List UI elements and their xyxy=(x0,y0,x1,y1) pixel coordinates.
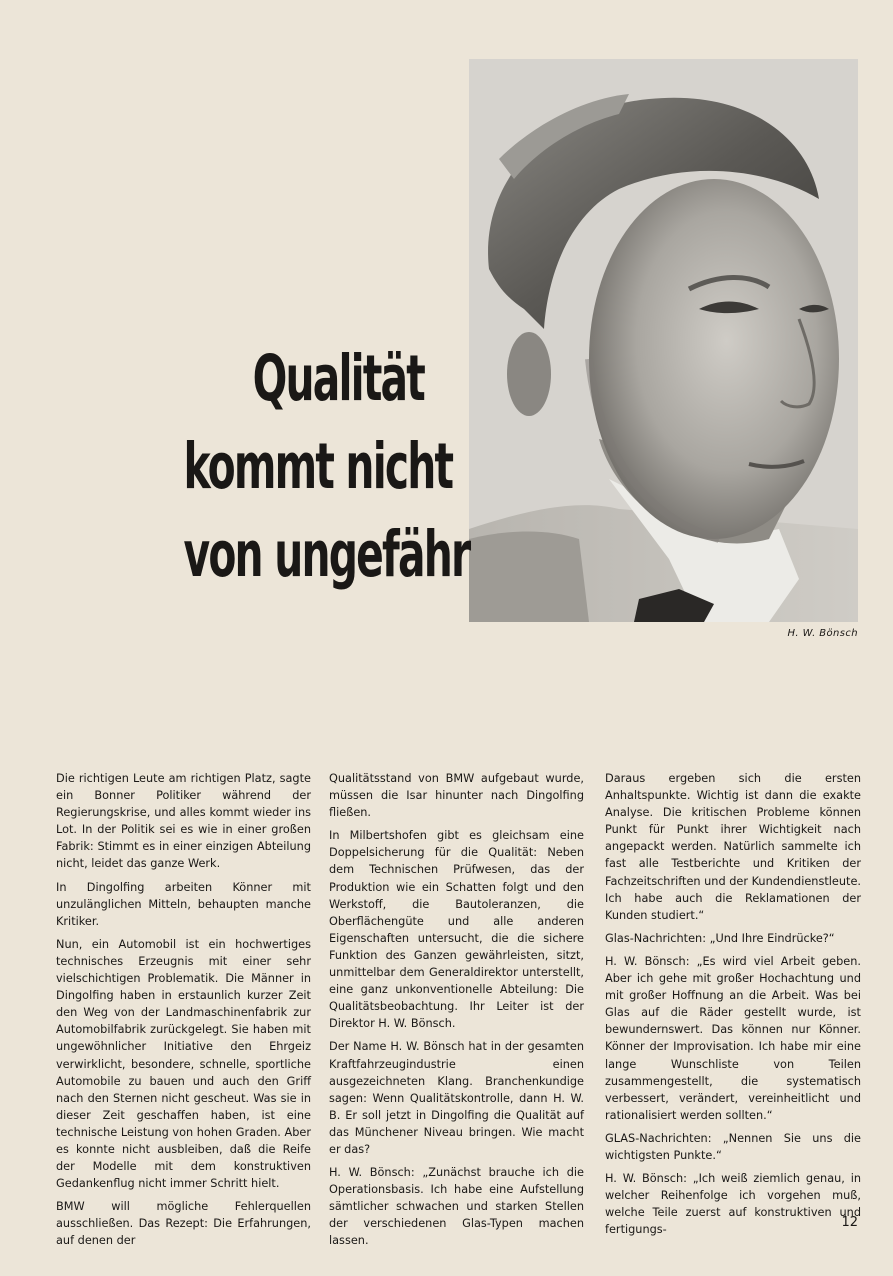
article-column-3 xyxy=(605,770,861,1244)
paragraph: Glas-Nachrichten: „Und Ihre Eindrücke?“ xyxy=(605,931,835,945)
paragraph: H. W. Bönsch: „Ich weiß ziemlich genau, in welcher Reihenfolge ich vorgehen muß, welche Teile zuerst auf konstruktiven und fertigungs- xyxy=(605,1172,861,1237)
photo-caption: H. W. Bönsch xyxy=(787,628,858,639)
paragraph: Die richtigen Leute am richtigen Platz, sagte ein Bonner Politiker während der Regierungskrise, und alles kommt wieder ins Lot. In der Politik sei es wie in einer großen Fabrik: Stimmt es in einer einzigen Abteilung nicht, leidet das ganze Werk. xyxy=(56,772,311,871)
article-column-1 xyxy=(56,770,311,1256)
paragraph: GLAS-Nachrichten: „Nennen Sie uns die wichtigsten Punkte.“ xyxy=(605,1131,861,1162)
headline xyxy=(90,335,470,599)
paragraph: H. W. Bönsch: „Zunächst brauche ich die Operationsbasis. Ich habe eine Aufstellung sämtlicher schwachen und starken Stellen der verschiedenen Glas-Typen machen lassen. xyxy=(329,1166,584,1248)
page-number: 12 xyxy=(841,1215,858,1230)
portrait-photo-icon xyxy=(469,59,858,622)
article-column-2 xyxy=(329,770,584,1256)
paragraph: In Dingolfing arbeiten Könner mit unzulänglichen Mitteln, behaupten manche Kritiker. xyxy=(56,880,311,928)
portrait-photo xyxy=(469,59,858,622)
headline-line: von ungefähr xyxy=(183,518,470,591)
headline-line: Qualität xyxy=(252,342,424,415)
paragraph: Der Name H. W. Bönsch hat in der gesamten Kraftfahrzeugindustrie einen ausgezeichneten Klang. Branchenkundige sagen: Wenn Qualitätskontrolle, dann H. W. B. Er soll jetzt in Dingolfing die Qualität auf das Münchener Niveau bringen. Wie macht er das? xyxy=(329,1040,584,1156)
headline-line: kommt nicht xyxy=(183,430,453,503)
paragraph: In Milbertshofen gibt es gleichsam eine Doppelsicherung für die Qualität: Neben dem Technischen Prüfwesen, das der Produktion wie ein Schatten folgt und den Werkstoff, die Bautoleranzen, die Oberflächengüte und alle anderen Eigenschaften untersucht, die die sichere Funktion des Ganzen gewährleisten, sitzt, unmittelbar dem Generaldirektor unterstellt, eine ganz unkonventionelle Abteilung: Die Qualitätsbeobachtung. Ihr Leiter ist der Direktor H. W. Bönsch. xyxy=(329,829,584,1031)
paragraph: Qualitätsstand von BMW aufgebaut wurde, müssen die Isar hinunter nach Dingolfing fließen. xyxy=(329,772,584,820)
paragraph: Nun, ein Automobil ist ein hochwertiges technisches Erzeugnis mit einer sehr vielschichtigen Problematik. Die Männer in Dingolfing haben in erstaunlich kurzer Zeit den Weg von der Landmaschinenfabrik zur Automobilfabrik zurückgelegt. Sie haben mit ungewöhnlicher Initiative den Ehrgeiz verwirklicht, besondere, schnelle, sportliche Automobile zu bauen und auch den Griff nach den Sternen nicht gescheut. Was sie in dieser Zeit geschaffen haben, ist eine technische Leistung von hohen Graden. Aber es konnte nicht ausbleiben, daß die Reife der Modelle mit dem konstruktiven Gedankenflug nicht immer Schritt hielt. xyxy=(56,937,311,1191)
paragraph: Daraus ergeben sich die ersten Anhaltspunkte. Wichtig ist dann die exakte Analyse. Die kritischen Probleme können Punkt für Punkt ihrer Wichtigkeit nach angepackt werden. Natürlich sammelte ich fast alle Testberichte und Kritiken der Fachzeitschriften und der Kundendienstleute. Ich habe auch die Reklamationen der Kunden studiert.“ xyxy=(605,772,861,922)
paragraph: BMW will mögliche Fehlerquellen ausschließen. Das Rezept: Die Erfahrungen, auf denen der xyxy=(56,1200,311,1248)
paragraph: H. W. Bönsch: „Es wird viel Arbeit geben. Aber ich gehe mit großer Hochachtung und mit großer Hoffnung an die Arbeit. Was bei Glas auf die Räder gestellt wurde, ist bewundernswert. Das können nur Könner. Könner der Improvisation. Ich habe mir eine lange Wunschliste von Teilen zusammengestellt, die systematisch verbessert, verändert, vereinheitlicht und rationalisiert werden sollten.“ xyxy=(605,954,861,1122)
